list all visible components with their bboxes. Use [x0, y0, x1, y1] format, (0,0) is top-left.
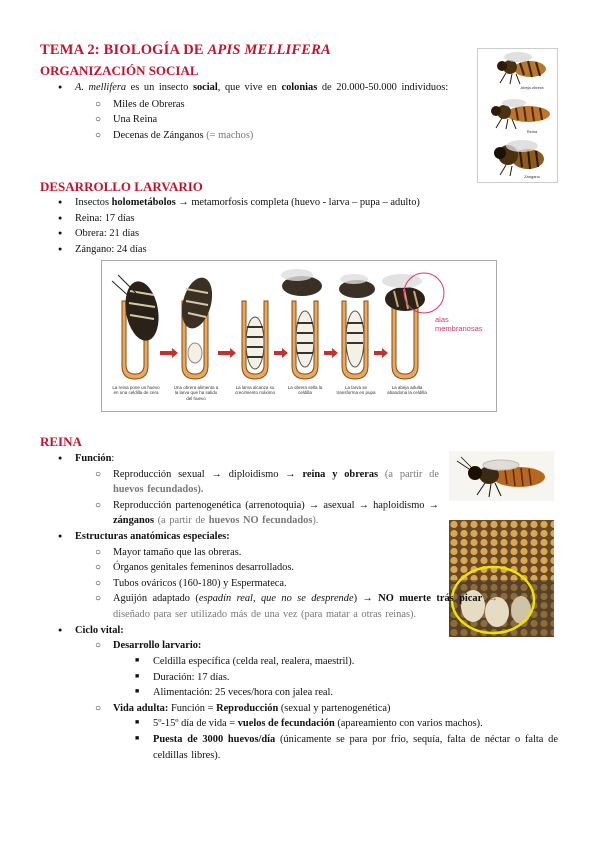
social-list — [58, 80, 468, 143]
heading-social: ORGANIZACIÓN SOCIAL — [40, 63, 199, 78]
caption-step-2: Una obrera alimenta a la larva que ha salido del huevo — [173, 385, 219, 401]
list-item: ■ Celdilla específica (celda real, realera, maestril). — [135, 655, 355, 667]
list-item: ■ Alimentación: 25 veces/hora con jalea real. — [135, 687, 334, 699]
caption-step-5: La larva se transforma en pupa — [336, 385, 376, 396]
drone-bee-illustration — [494, 140, 544, 176]
bee-castes-figure — [477, 48, 558, 183]
list-item: ○ Reproducción sexual → diploidismo → reina y obreras (a partir de huevos fecundados). — [95, 468, 439, 496]
list-item: ○ Miles de Obreras — [95, 98, 185, 110]
larva — [246, 317, 264, 369]
list-item: ○ Mayor tamaño que las obreras. — [95, 546, 242, 558]
caption-worker: Abeja obrera — [520, 85, 544, 90]
list-item: ■ Duración: 17 días. — [135, 671, 230, 683]
list-item: ○ Vida adulta: Función = Reproducción (sexual y partenogenética) — [95, 702, 391, 714]
worker-bee-illustration — [497, 52, 546, 84]
queen-laying-bee — [112, 275, 163, 343]
reina-list — [58, 451, 558, 763]
list-item: ● Reina: 17 días — [58, 212, 135, 224]
caption-queen: Reina — [526, 129, 538, 134]
caption-step-3: La larva alcanza su crecimiento máximo — [234, 385, 275, 396]
list-item: ● Ciclo vital: — [58, 624, 124, 636]
list-item: ● Zángano: 24 días — [58, 243, 147, 255]
queen-bee-photo — [449, 451, 554, 501]
caption-step-6: La abeja adulta abandona la celdilla — [387, 385, 427, 396]
queen-bee-illustration — [491, 99, 550, 129]
emerging-adult-bee — [382, 274, 425, 311]
list-item: ● Función: — [58, 453, 115, 464]
page-title: TEMA 2: BIOLOGÍA DE APIS MELLIFERA — [40, 42, 331, 58]
bee-castes-illustration — [478, 49, 558, 183]
list-item: ○ Aguijón adaptado (espadín real, que no se desprende) → NO muerte trás picar → diseñado para ser utilizado más de una vez (para matar a otras reinas). — [95, 593, 499, 621]
list-item: ■ Puesta de 3000 huevos/día (únicamente se para por frío, sequía, falta de néctar o falta de celdillas libres). — [135, 733, 558, 761]
social-intro: ● A. mellifera es un insecto social, que vive en colonias de 20.000-50.000 individuos: — [58, 82, 449, 93]
list-item: ○ Decenas de Zánganos (= machos) — [95, 129, 254, 141]
list-item: ○ Tubos ováricos (160-180) y Espermateca. — [95, 577, 287, 589]
caption-step-1: La reina pone un huevo en una celdilla de cera — [112, 385, 160, 396]
larval-development-figure — [101, 260, 497, 412]
heading-reina: REINA — [40, 434, 82, 449]
list-item: ■ 5º-15º día de vida = vuelos de fecundación (apareamiento con varios machos). — [135, 718, 483, 730]
list-item: ○ Órganos genitales femeninos desarrollados. — [95, 562, 295, 574]
caption-drone: Zángano — [524, 174, 540, 179]
list-item: ● Insectos holometábolos → metamorfosis completa (huevo - larva – pupa – adulto) — [58, 197, 420, 208]
heading-larval: DESARROLLO LARVARIO — [40, 179, 203, 194]
caption-step-4: La obrera sella la celdilla — [287, 385, 323, 396]
list-item: ○ Una Reina — [95, 114, 158, 126]
larval-list — [58, 195, 538, 257]
list-item: ○ Reproducción partenogenética (arrenotoquia) → asexual → haploidismo → zánganos (a partir de huevos NO fecundados). — [95, 499, 439, 527]
list-item: ● Estructuras anatómicas especiales: — [58, 531, 230, 543]
list-item: ○ Desarrollo larvario: — [95, 640, 202, 652]
list-item: ● Obrera: 21 días — [58, 228, 140, 240]
wings-annotation: alas membranosas — [435, 315, 483, 334]
